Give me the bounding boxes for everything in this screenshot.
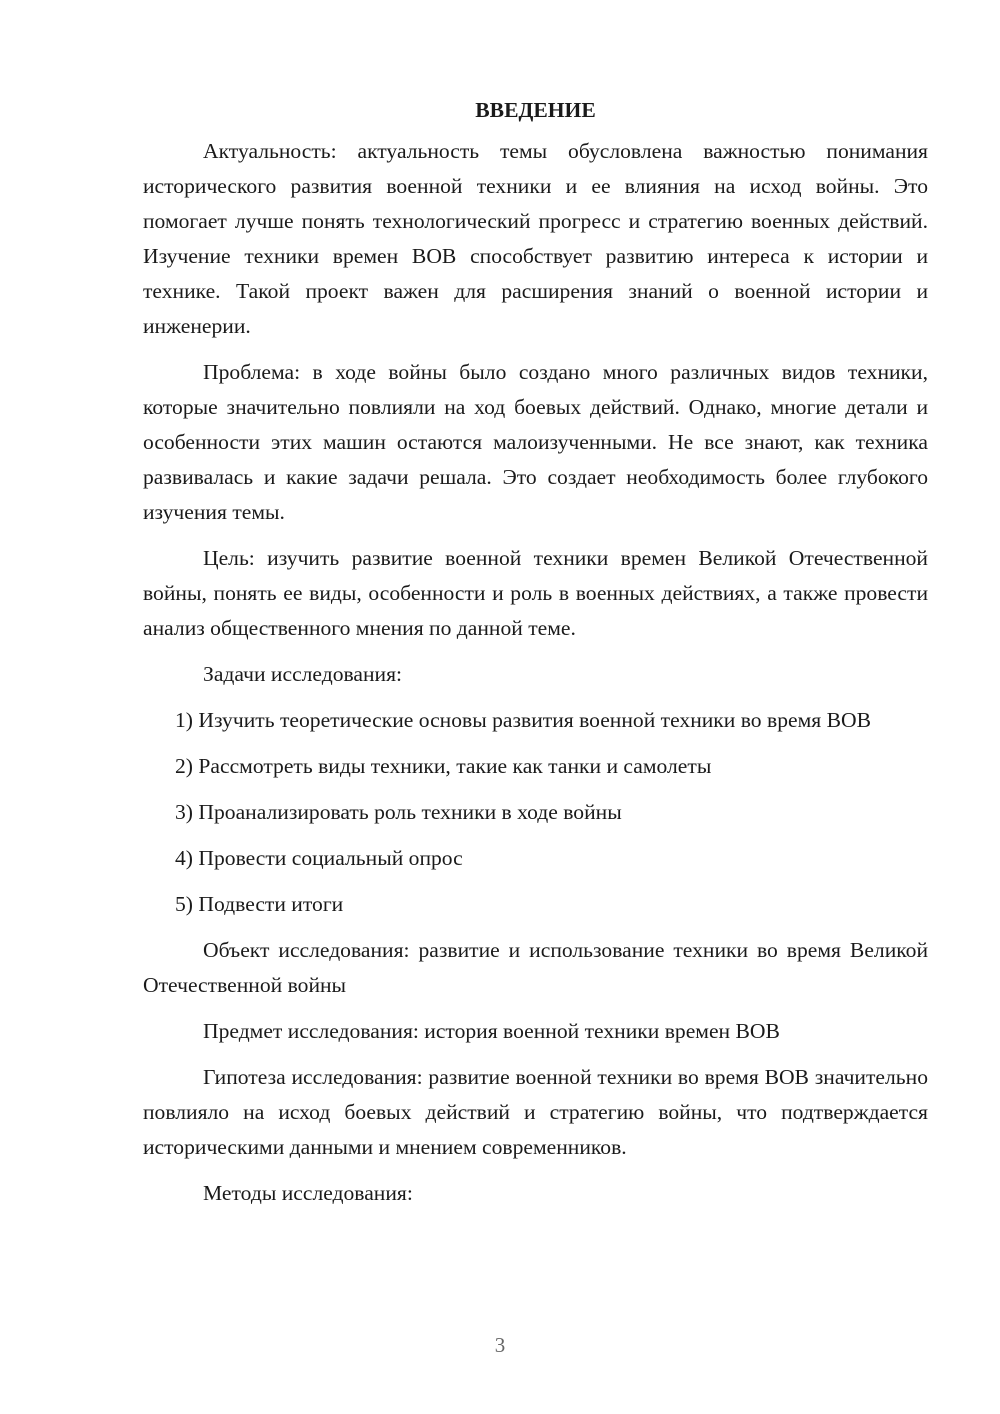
page-number: 3	[494, 1333, 506, 1357]
document-page	[143, 92, 928, 1222]
methods-paragraph: Методы исследования:	[203, 1181, 413, 1205]
relevance-paragraph: Актуальность: актуальность темы обусловлена важностью понимания исторического развития военной техники и ее влияния на исход войны. Это помогает лучше понять технологический прогресс и стратегию военных действий. Изучение техники времен ВОВ способствует развитию интереса к истории и технике. Такой проект важен для расширения знаний о военной истории и инженерии.	[143, 139, 928, 338]
hypothesis-paragraph: Гипотеза исследования: развитие военной техники во время ВОВ значительно повлияло на исход боевых действий и стратегию войны, что подтверждается историческими данными и мнением современников.	[143, 1065, 928, 1159]
goal-paragraph: Цель: изучить развитие военной техники времен Великой Отечественной войны, понять ее виды, особенности и роль в военных действиях, а также провести анализ общественного мнения по данной теме.	[143, 546, 928, 640]
object-paragraph: Объект исследования: развитие и использование техники во время Великой Отечественной войны	[143, 938, 928, 997]
list-item: 3) Проанализировать роль техники в ходе войны	[175, 800, 622, 824]
problem-paragraph: Проблема: в ходе войны было создано много различных видов техники, которые значительно повлияли на ход боевых действий. Однако, многие детали и особенности этих машин остаются малоизученными. Не все знают, как техника развивалась и какие задачи решала. Это создает необходимость более глубокого изучения темы.	[143, 360, 928, 524]
page-title: ВВЕДЕНИЕ	[475, 98, 596, 122]
list-item: 2) Рассмотреть виды техники, такие как танки и самолеты	[175, 754, 712, 778]
tasks-intro: Задачи исследования:	[203, 662, 403, 686]
subject-paragraph: Предмет исследования: история военной техники времен ВОВ	[203, 1019, 780, 1043]
tasks-list	[143, 703, 928, 922]
list-item: 5) Подвести итоги	[175, 892, 344, 916]
list-item: 1) Изучить теоретические основы развития военной техники во время ВОВ	[175, 708, 871, 732]
list-item: 4) Провести социальный опрос	[175, 846, 463, 870]
